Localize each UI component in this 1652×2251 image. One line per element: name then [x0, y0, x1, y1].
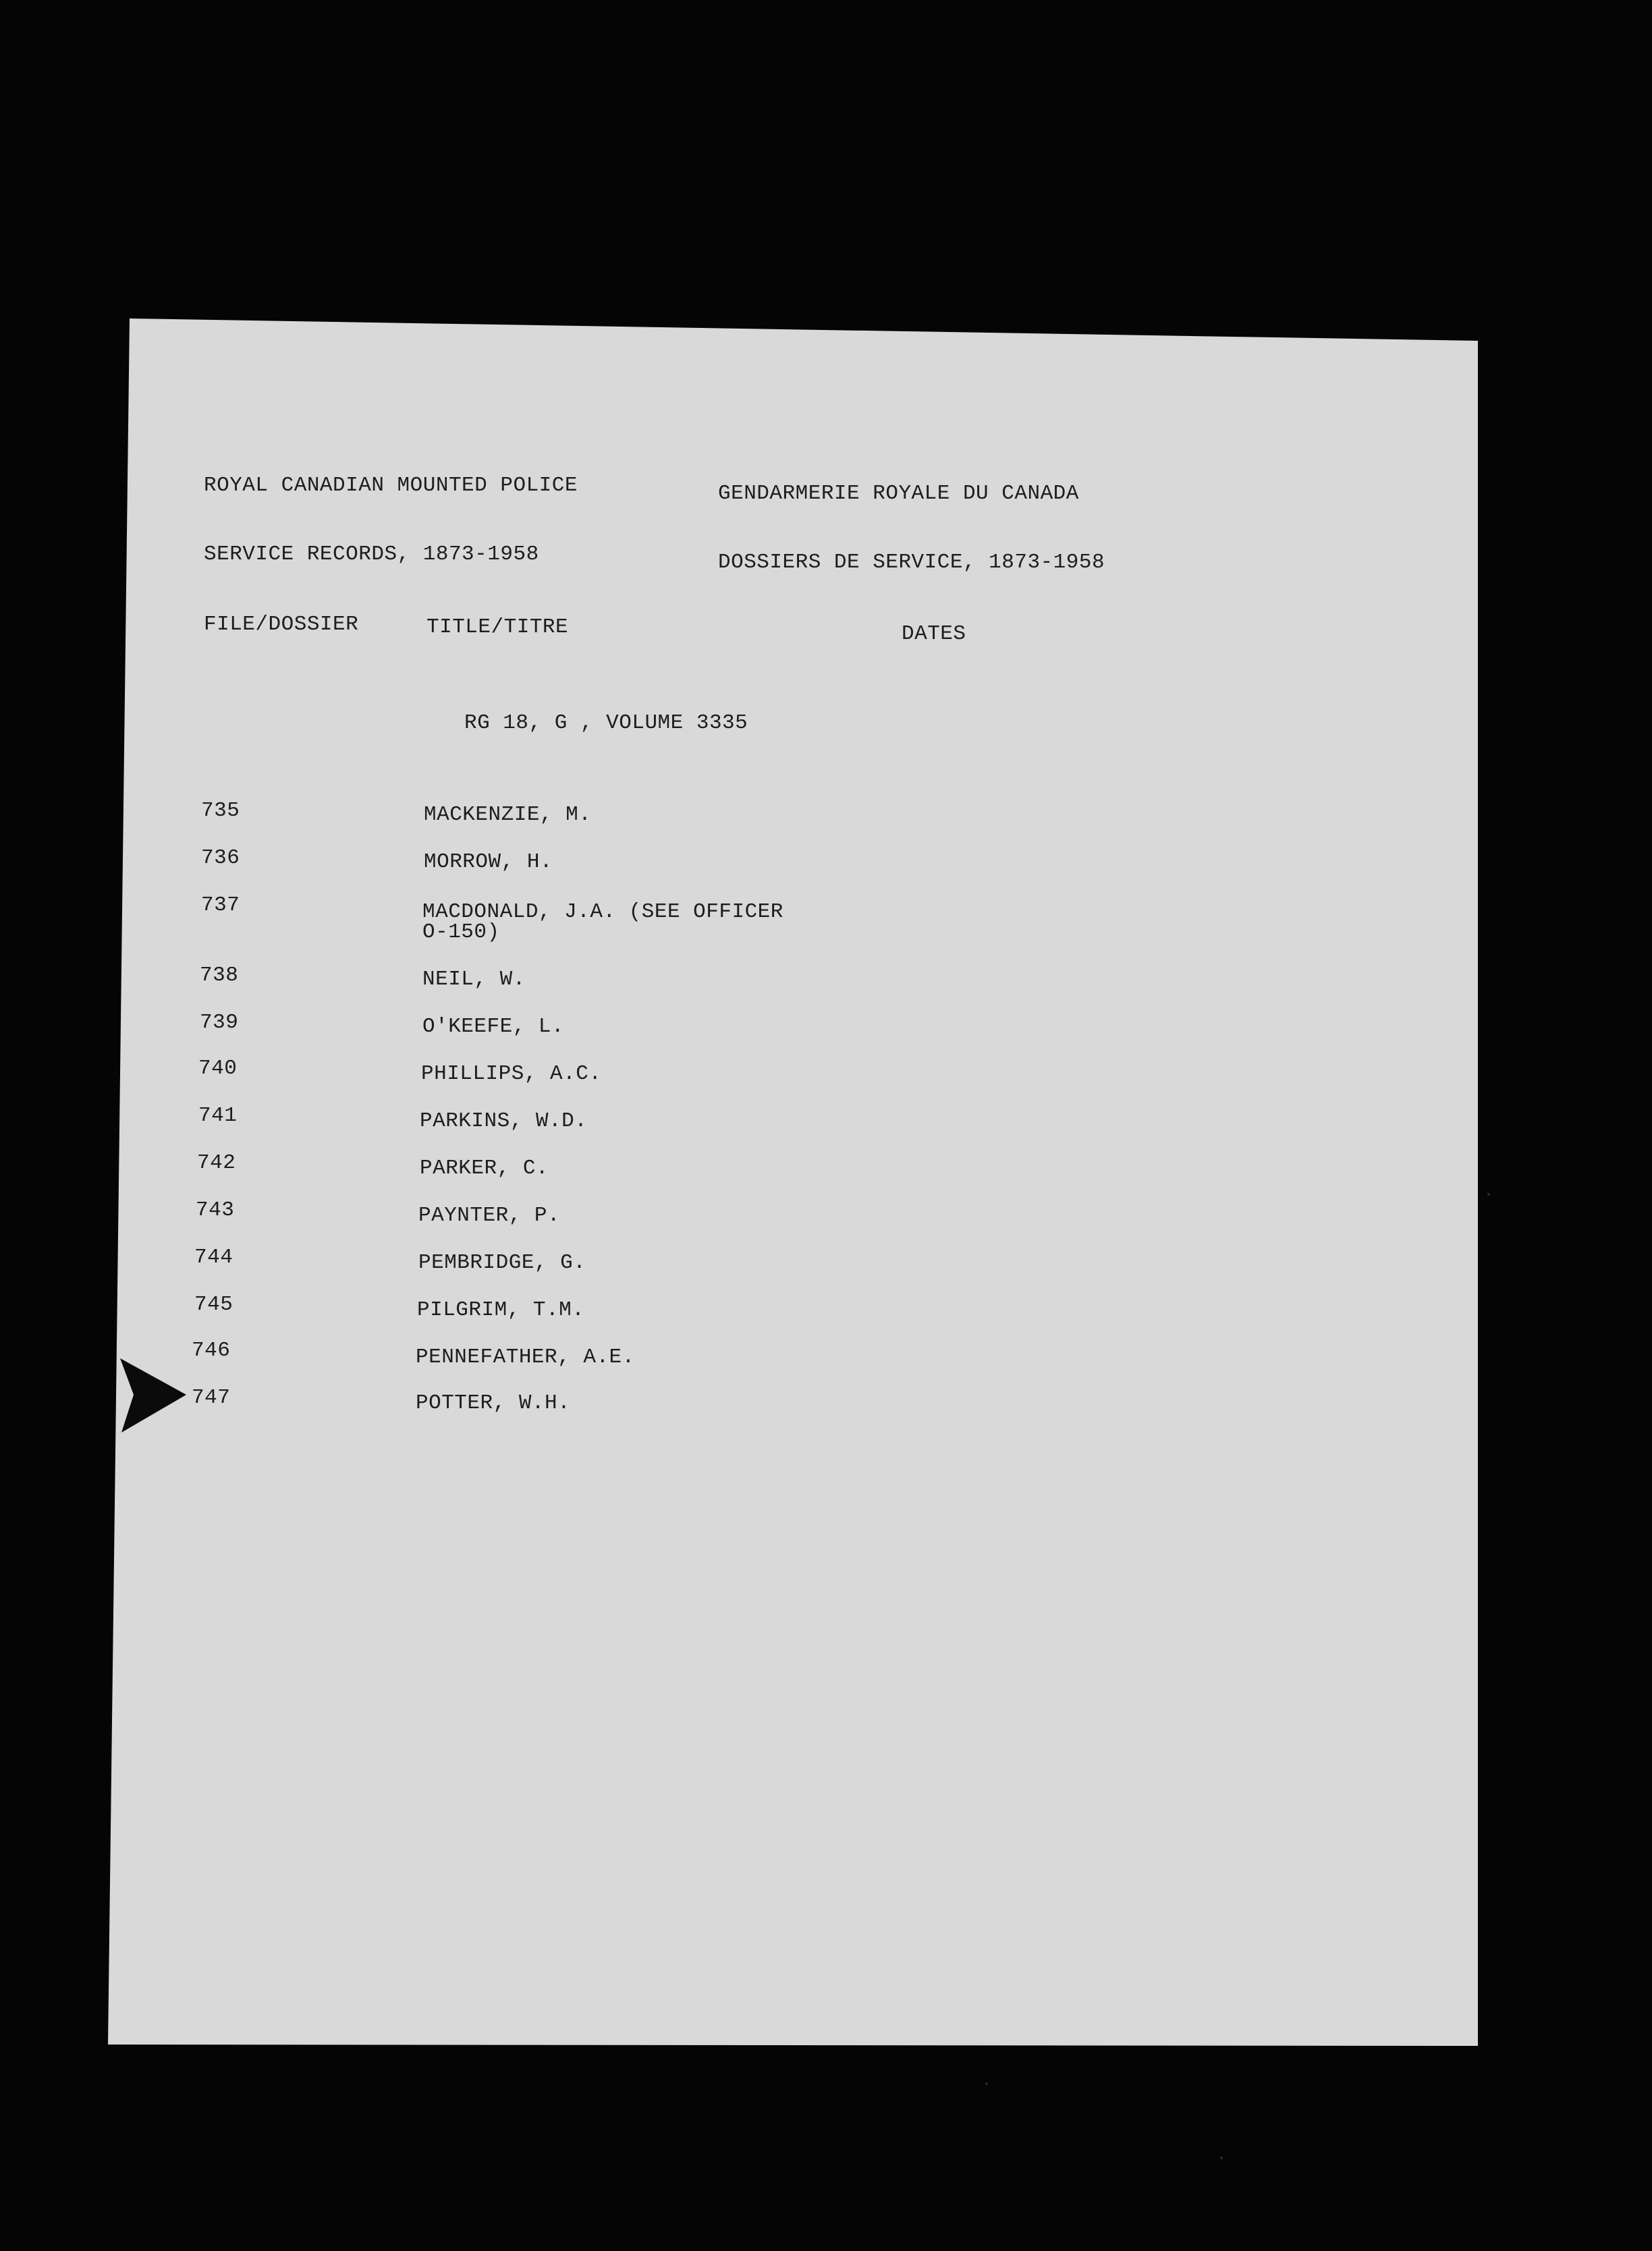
entry-file-number: 742: [197, 1151, 236, 1175]
entry-file-number: 738: [200, 964, 239, 987]
entry-file-number: 739: [200, 1011, 239, 1034]
film-speck: [1220, 2157, 1223, 2159]
entry-title: PILGRIM, T.M.: [417, 1298, 585, 1322]
entry-title: PEMBRIDGE, G.: [418, 1251, 586, 1275]
column-heading-file: FILE/DOSSIER: [204, 613, 359, 636]
volume-reference: RG 18, G , VOLUME 3335: [464, 711, 748, 735]
entry-file-number: 741: [198, 1104, 238, 1128]
entry-title: PARKINS, W.D.: [420, 1109, 588, 1133]
entry-title: MACDONALD, J.A. (SEE OFFICER: [422, 900, 783, 924]
column-heading-dates: DATES: [902, 622, 966, 646]
header-records-fr: DOSSIERS DE SERVICE, 1873-1958: [718, 551, 1105, 574]
entry-title: PENNEFATHER, A.E.: [416, 1345, 635, 1369]
entry-file-number: 735: [201, 799, 240, 823]
film-speck: [1487, 1193, 1490, 1196]
entry-file-number: 743: [196, 1198, 235, 1222]
entry-title: MACKENZIE, M.: [424, 803, 592, 827]
entry-file-number: 746: [192, 1339, 231, 1362]
film-speck: [985, 2082, 988, 2085]
entry-file-number: 737: [201, 893, 240, 917]
entry-title-continuation: O-150): [422, 920, 500, 944]
pointer-arrow-icon: [119, 1353, 186, 1434]
entry-title: POTTER, W.H.: [416, 1391, 571, 1415]
entry-file-number: 740: [198, 1057, 238, 1080]
header-org-en: ROYAL CANADIAN MOUNTED POLICE: [204, 474, 578, 497]
entry-title: PHILLIPS, A.C.: [421, 1062, 602, 1086]
entry-title: O'KEEFE, L.: [422, 1015, 565, 1038]
entry-title: NEIL, W.: [422, 968, 526, 991]
entry-file-number: 745: [194, 1293, 233, 1316]
entry-title: PARKER, C.: [420, 1157, 549, 1180]
entry-title: MORROW, H.: [424, 850, 553, 874]
column-heading-title: TITLE/TITRE: [426, 615, 569, 639]
header-records-en: SERVICE RECORDS, 1873-1958: [204, 543, 539, 566]
entry-file-number: 744: [194, 1246, 233, 1269]
entry-file-number: 736: [201, 846, 240, 870]
header-org-fr: GENDARMERIE ROYALE DU CANADA: [718, 482, 1079, 505]
entry-title: PAYNTER, P.: [418, 1204, 561, 1227]
entry-file-number: 747: [192, 1386, 231, 1410]
